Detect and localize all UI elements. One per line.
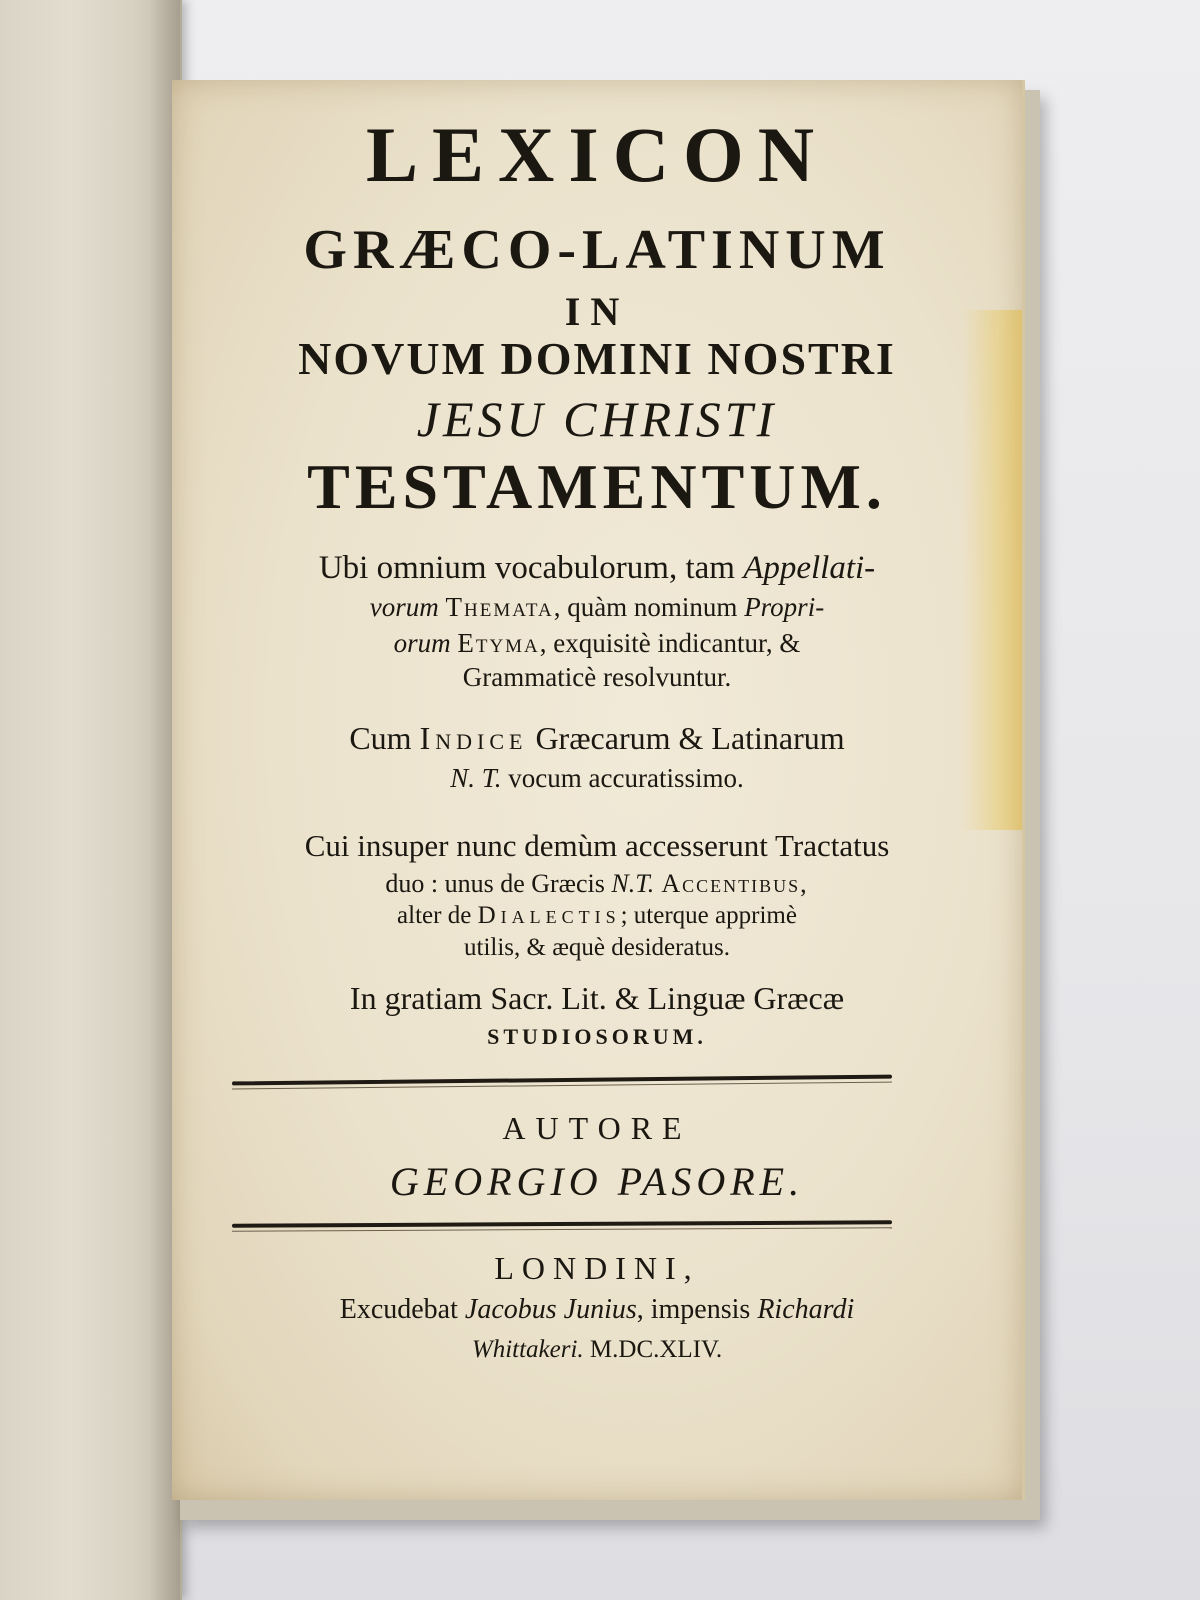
horizontal-rule bbox=[232, 1220, 892, 1227]
text-span: Themata bbox=[445, 592, 554, 622]
title-jesu-christi: JESU CHRISTI bbox=[416, 391, 778, 447]
title-testamentum: TESTAMENTUM. bbox=[307, 451, 887, 522]
tractatus-line-1: Cui insuper nunc demùm accesserunt Tractatus bbox=[304, 828, 890, 863]
text-span: , impensis bbox=[636, 1294, 758, 1325]
text-span: ; uterque apprimè bbox=[620, 902, 797, 929]
book-cover bbox=[0, 0, 182, 1600]
text-span: Græcarum & Latinarum bbox=[527, 720, 845, 756]
title-graeco-latinum: GRÆCO-LATINUM bbox=[303, 219, 891, 281]
description-line-2 bbox=[202, 592, 992, 623]
author-label: AUTORE bbox=[502, 1110, 692, 1146]
text-span: vorum bbox=[369, 592, 446, 622]
text-span: N. T. bbox=[450, 763, 502, 793]
text-span: , quàm nominum bbox=[553, 592, 745, 622]
text-span: , exquisitè indicantur, & bbox=[539, 628, 801, 658]
imprint-place: LONDINI, bbox=[494, 1250, 700, 1286]
gratiam-line-1: In gratiam Sacr. Lit. & Linguæ Græcæ bbox=[349, 980, 845, 1016]
index-line-2 bbox=[202, 763, 992, 794]
text-span: Richardi bbox=[757, 1294, 855, 1325]
author-name: GEORGIO PASORE. bbox=[389, 1159, 805, 1204]
horizontal-rule bbox=[232, 1075, 892, 1086]
text-span: Indice bbox=[419, 720, 528, 756]
text-span: Ubi omnium vocabulorum, tam bbox=[318, 550, 744, 586]
text-span: M.DC.XLIV. bbox=[583, 1336, 723, 1363]
text-span: alter de bbox=[397, 902, 478, 929]
title-novum: NOVUM DOMINI NOSTRI bbox=[298, 333, 896, 384]
tractatus-line-3 bbox=[202, 902, 992, 930]
text-span: vocum accuratissimo. bbox=[501, 763, 744, 793]
text-span: Whittakeri. bbox=[471, 1336, 584, 1363]
text-span: Accentibus, bbox=[654, 869, 809, 898]
title-lexicon: LEXICON bbox=[365, 111, 829, 198]
tractatus-line-2 bbox=[202, 869, 992, 899]
gratiam-line-2: STUDIOSORUM. bbox=[487, 1024, 707, 1049]
text-span: Cum bbox=[349, 720, 420, 756]
imprint-printer bbox=[202, 1294, 992, 1326]
title-page bbox=[172, 80, 1025, 1500]
text-span: orum bbox=[393, 628, 458, 658]
imprint-date bbox=[202, 1336, 992, 1364]
text-span: Appellati- bbox=[743, 550, 876, 586]
title-in: IN bbox=[564, 289, 630, 334]
text-span: Jacobus Junius bbox=[464, 1294, 637, 1325]
index-line-1 bbox=[202, 720, 992, 757]
text-span: Excudebat bbox=[339, 1294, 465, 1325]
text-span: Dialectis bbox=[477, 902, 621, 929]
text-span: Propri- bbox=[744, 592, 825, 622]
description-line-1 bbox=[202, 550, 992, 587]
description-line-3 bbox=[202, 628, 992, 659]
tractatus-line-4: utilis, & æquè desideratus. bbox=[464, 934, 730, 961]
description-line-4: Grammaticè resolvuntur. bbox=[462, 662, 732, 692]
title-page-text bbox=[172, 80, 1022, 1500]
text-span: N.T. bbox=[611, 869, 655, 898]
text-span: Etyma bbox=[457, 628, 540, 658]
text-span: duo : unus de Græcis bbox=[385, 869, 612, 898]
